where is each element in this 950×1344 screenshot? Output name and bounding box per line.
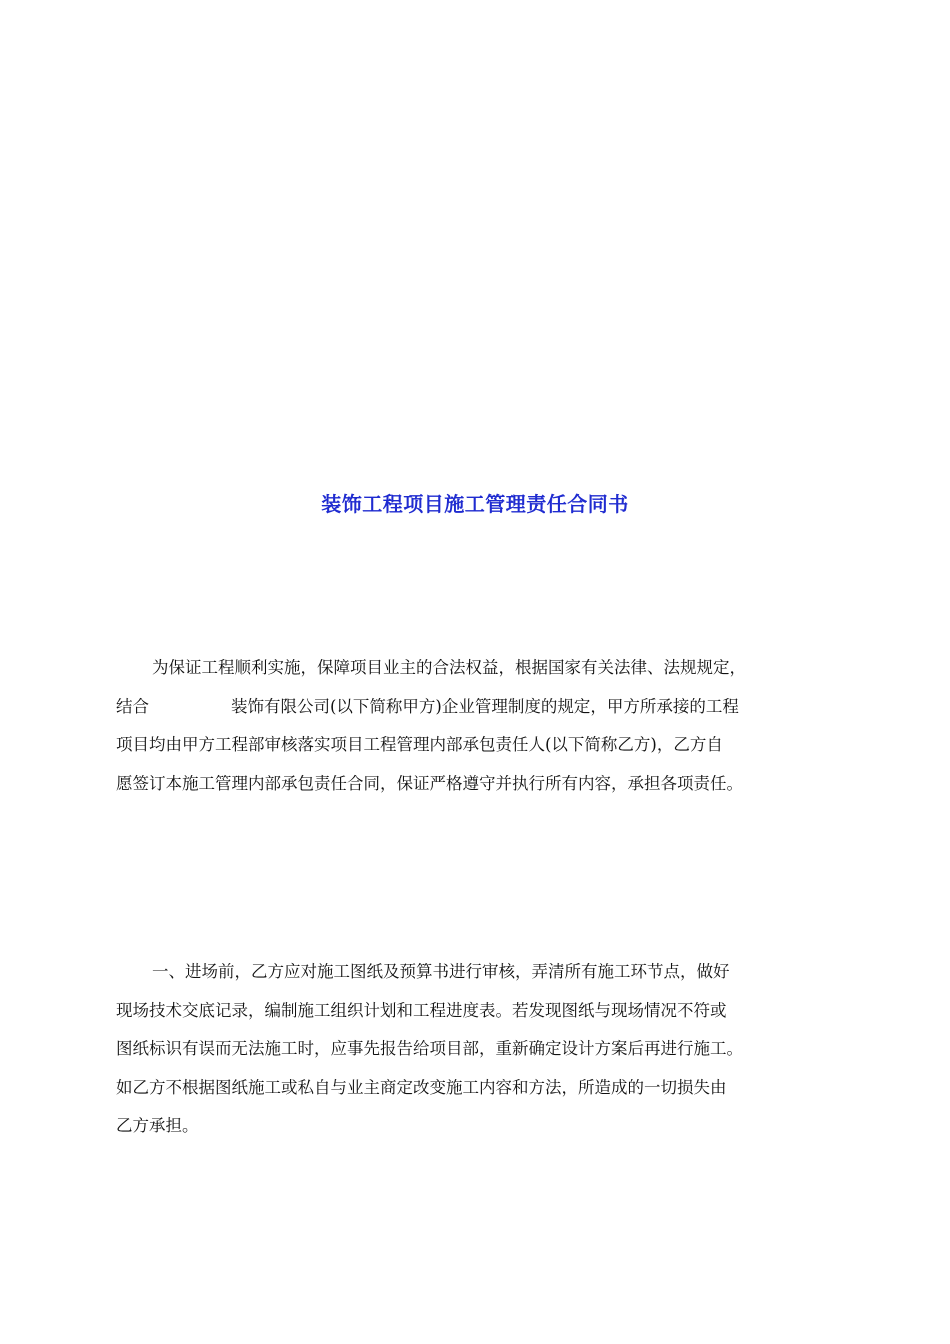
intro-line-4: 愿签订本施工管理内部承包责任合同，保证严格遵守并执行所有内容，承担各项责任。 (116, 773, 743, 793)
intro-line-2 (116, 688, 846, 727)
clause-1-line-1: 一、进场前，乙方应对施工图纸及预算书进行审核，弄清所有施工环节点，做好 (152, 962, 730, 981)
intro-paragraph (116, 649, 846, 803)
intro-line-3: 项目均由甲方工程部审核落实项目工程管理内部承包责任人(以下简称乙方)，乙方自 (116, 735, 723, 754)
clause-1-paragraph (116, 953, 846, 1146)
clause-1-line-2: 现场技术交底记录，编制施工组织计划和工程进度表。若发现图纸与现场情况不符或 (116, 1000, 727, 1020)
clause-1-line-3: 图纸标识有误而无法施工时，应事先报告给项目部，重新确定设计方案后再进行施工。 (116, 1039, 743, 1058)
clause-1-line-4: 如乙方不根据图纸施工或私自与业主商定改变施工内容和方法，所造成的一切损失由 (116, 1077, 727, 1097)
clause-1-line-5: 乙方承担。 (116, 1116, 199, 1135)
intro-line-1: 为保证工程顺利实施，保障项目业主的合法权益，根据国家有关法律、法规规定， (152, 658, 746, 677)
intro-line-2-start: 结合 (116, 696, 149, 716)
intro-line-2-rest: 装饰有限公司(以下简称甲方)企业管理制度的规定，甲方所承接的工程 (231, 696, 739, 716)
document-title: 装饰工程项目施工管理责任合同书 (321, 492, 629, 516)
